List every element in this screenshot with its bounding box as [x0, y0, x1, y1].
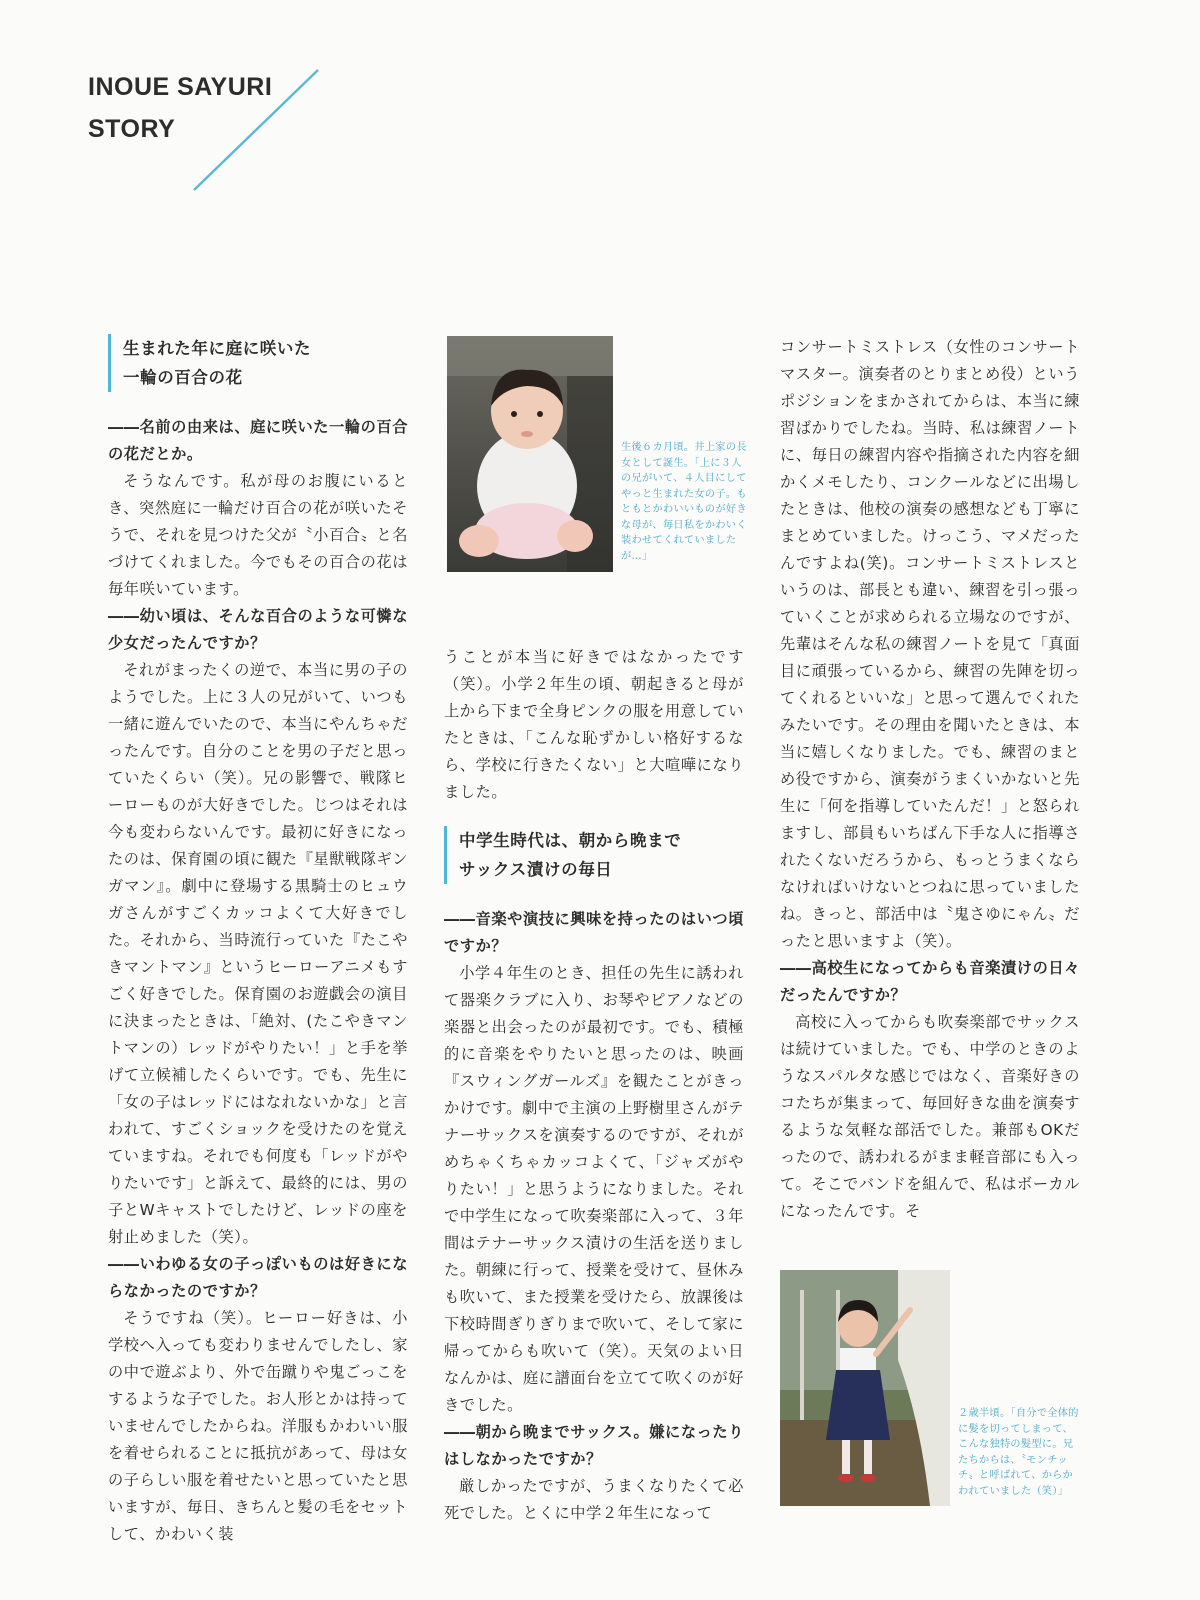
interview-answer: それがまったくの逆で、本当に男の子のようでした。上に３人の兄がいて、いつも一緒に遊んでいたので、本当にやんちゃだったんです。自分のことを男の子だと思っていたくらい（笑）。兄の影響で、戦隊ヒーローものが大好きでした。じつはそれは今も変わらないんです。最初に好きになったのは、保育園の頃に観た『星獣戦隊ギンガマン』。劇中に登場する黒騎士のヒュウガさんがすごくカッコよくて大好きでした。それから、当時流行っていた『たこやきマントマン』というヒーローアニメもすごく好きでした。保育園のお遊戯会の演目に決まったときは、「絶対、(たこやきマントマンの）レッドがやりたい！」と手を挙げて立候補したくらいです。でも、先生に「女の子はレッドにはなれないかな」と言われて、すごくショックを受けたのを覚えていますね。それでも何度も「レッドがやりたいです」と訴えて、最終的には、男の子とWキャストでしたけど、レッドの座を射止めました（笑）。	[108, 661, 408, 1246]
interview-question: ――名前の由来は、庭に咲いた一輪の百合の花だとか。	[108, 418, 408, 463]
interview-question: ――幼い頃は、そんな百合のような可憐な少女だったんですか？	[108, 607, 408, 652]
interview-answer: そうですね（笑）。ヒーロー好きは、小学校へ入っても変わりませんでしたし、家の中で遊ぶより、外で缶蹴りや鬼ごっこをするような子でした。お人形とかは持っていませんでしたからね。洋服もかわいい服を着せられることに抵抗があって、母は女の子らしい服を着せたいと思っていたと思いますが、毎日、きちんと髪の毛をセットして、かわいく装	[108, 1309, 408, 1543]
interview-question: ――朝から晩までサックス。嫌になったりはしなかったですか？	[444, 1423, 744, 1468]
article-column-1	[108, 334, 408, 1548]
toddler-photo	[780, 1270, 950, 1506]
photo-caption-toddler: ２歳半頃。「自分で全体的に髪を切ってしまって、こんな独特の髪型に。兄たちからは、〝モンチッチ〟と呼ばれて、からかわれていました（笑）」	[958, 1408, 1079, 1497]
photo-caption-baby: 生後６カ月頃。井上家の長女として誕生。「上に３人の兄がいて、４人目にしてやっと生まれた女の子。もともとかわいいものが好きな母が、毎日私をかわいく装わせてくれていましたが…」	[621, 442, 747, 562]
section-heading-sax: 中学生時代は、朝から晩まで サックス漬けの毎日	[444, 826, 744, 884]
interview-answer-continued: うことが本当に好きではなかったです（笑）。小学２年生の頃、朝起きると母が上から下まで全身ピンクの服を用意していたときは、「こんな恥ずかしい格好するなら、学校に行きたくない」と大喧嘩になりました。	[444, 648, 744, 801]
title-line-name: INOUE SAYURI	[88, 73, 273, 101]
title-line-story: STORY	[88, 115, 176, 143]
interview-answer: そうなんです。私が母のお腹にいるとき、突然庭に一輪だけ百合の花が咲いたそうで、それを見つけた父が〝小百合〟と名づけてくれました。今でもその百合の花は毎年咲いています。	[108, 472, 408, 598]
interview-question: ――音楽や演技に興味を持ったのはいつ頃ですか？	[444, 910, 744, 955]
section-heading-lily: 生まれた年に庭に咲いた 一輪の百合の花	[108, 334, 408, 392]
interview-answer: 厳しかったですが、うまくなりたくて必死でした。とくに中学２年生になって	[444, 1477, 744, 1522]
article-column-2	[444, 644, 744, 1527]
interview-answer: 小学４年生のとき、担任の先生に誘われて器楽クラブに入り、お琴やピアノなどの楽器と出会ったのが最初です。でも、積極的に音楽をやりたいと思ったのは、映画『スウィングガールズ』を観たことがきっかけです。劇中で主演の上野樹里さんがテナーサックスを演奏するのですが、それがめちゃくちゃカッコよくて、「ジャズがやりたい！」と思うようになりました。それで中学生になって吹奏楽部に入って、３年間はテナーサックス漬けの生活を送りました。朝練に行って、授業を受けて、昼休みも吹いて、また授業を受けたら、放課後は下校時間ぎりぎりまで吹いて、そして家に帰ってからも吹いて（笑）。天気のよい日なんかは、庭に譜面台を立てて吹くのが好きでした。	[444, 964, 744, 1414]
article-column-3	[780, 334, 1080, 1225]
interview-answer-continued: コンサートミストレス（女性のコンサートマスター。演奏者のとりまとめ役）というポジションをまかされてからは、本当に練習ばかりでしたね。当時、私は練習ノートに、毎日の練習内容や指摘された内容を細かくメモしたり、コンクールなどに出場したときは、他校の演奏の感想なども丁寧にまとめていました。けっこう、マメだったんですよね(笑)。コンサートミストレスというのは、部長とも違い、練習を引っ張っていくことが求められる立場なのですが、先輩はそんな私の練習ノートを見て「真面目に頑張っているから、練習の先陣を切ってくれるといいな」と思って選んでくれたみたいです。その理由を聞いたときは、本当に嬉しくなりました。でも、練習のまとめ役ですから、演奏がうまくいかないと先生に「何を指導していたんだ！」と怒られますし、部員もいちばん下手な人に指導されたくないだろうから、もっとうまくならなければいけないとつねに思っていましたね。きっと、部活中は〝鬼さゆにゃん〟だったと思いますよ（笑）。	[780, 338, 1080, 950]
interview-question: ――高校生になってからも音楽漬けの日々だったんですか？	[780, 959, 1080, 1004]
interview-answer: 高校に入ってからも吹奏楽部でサックスは続けていました。でも、中学のときのようなスパルタな感じではなく、音楽好きのコたちが集まって、毎回好きな曲を演奏するような気軽な部活でした。兼部もOKだったので、誘われるがまま軽音部にも入って。そこでバンドを組んで、私はボーカルになったんです。そ	[780, 1013, 1080, 1220]
interview-question: ――いわゆる女の子っぽいものは好きにならなかったのですか？	[108, 1255, 408, 1300]
baby-photo	[447, 336, 613, 572]
